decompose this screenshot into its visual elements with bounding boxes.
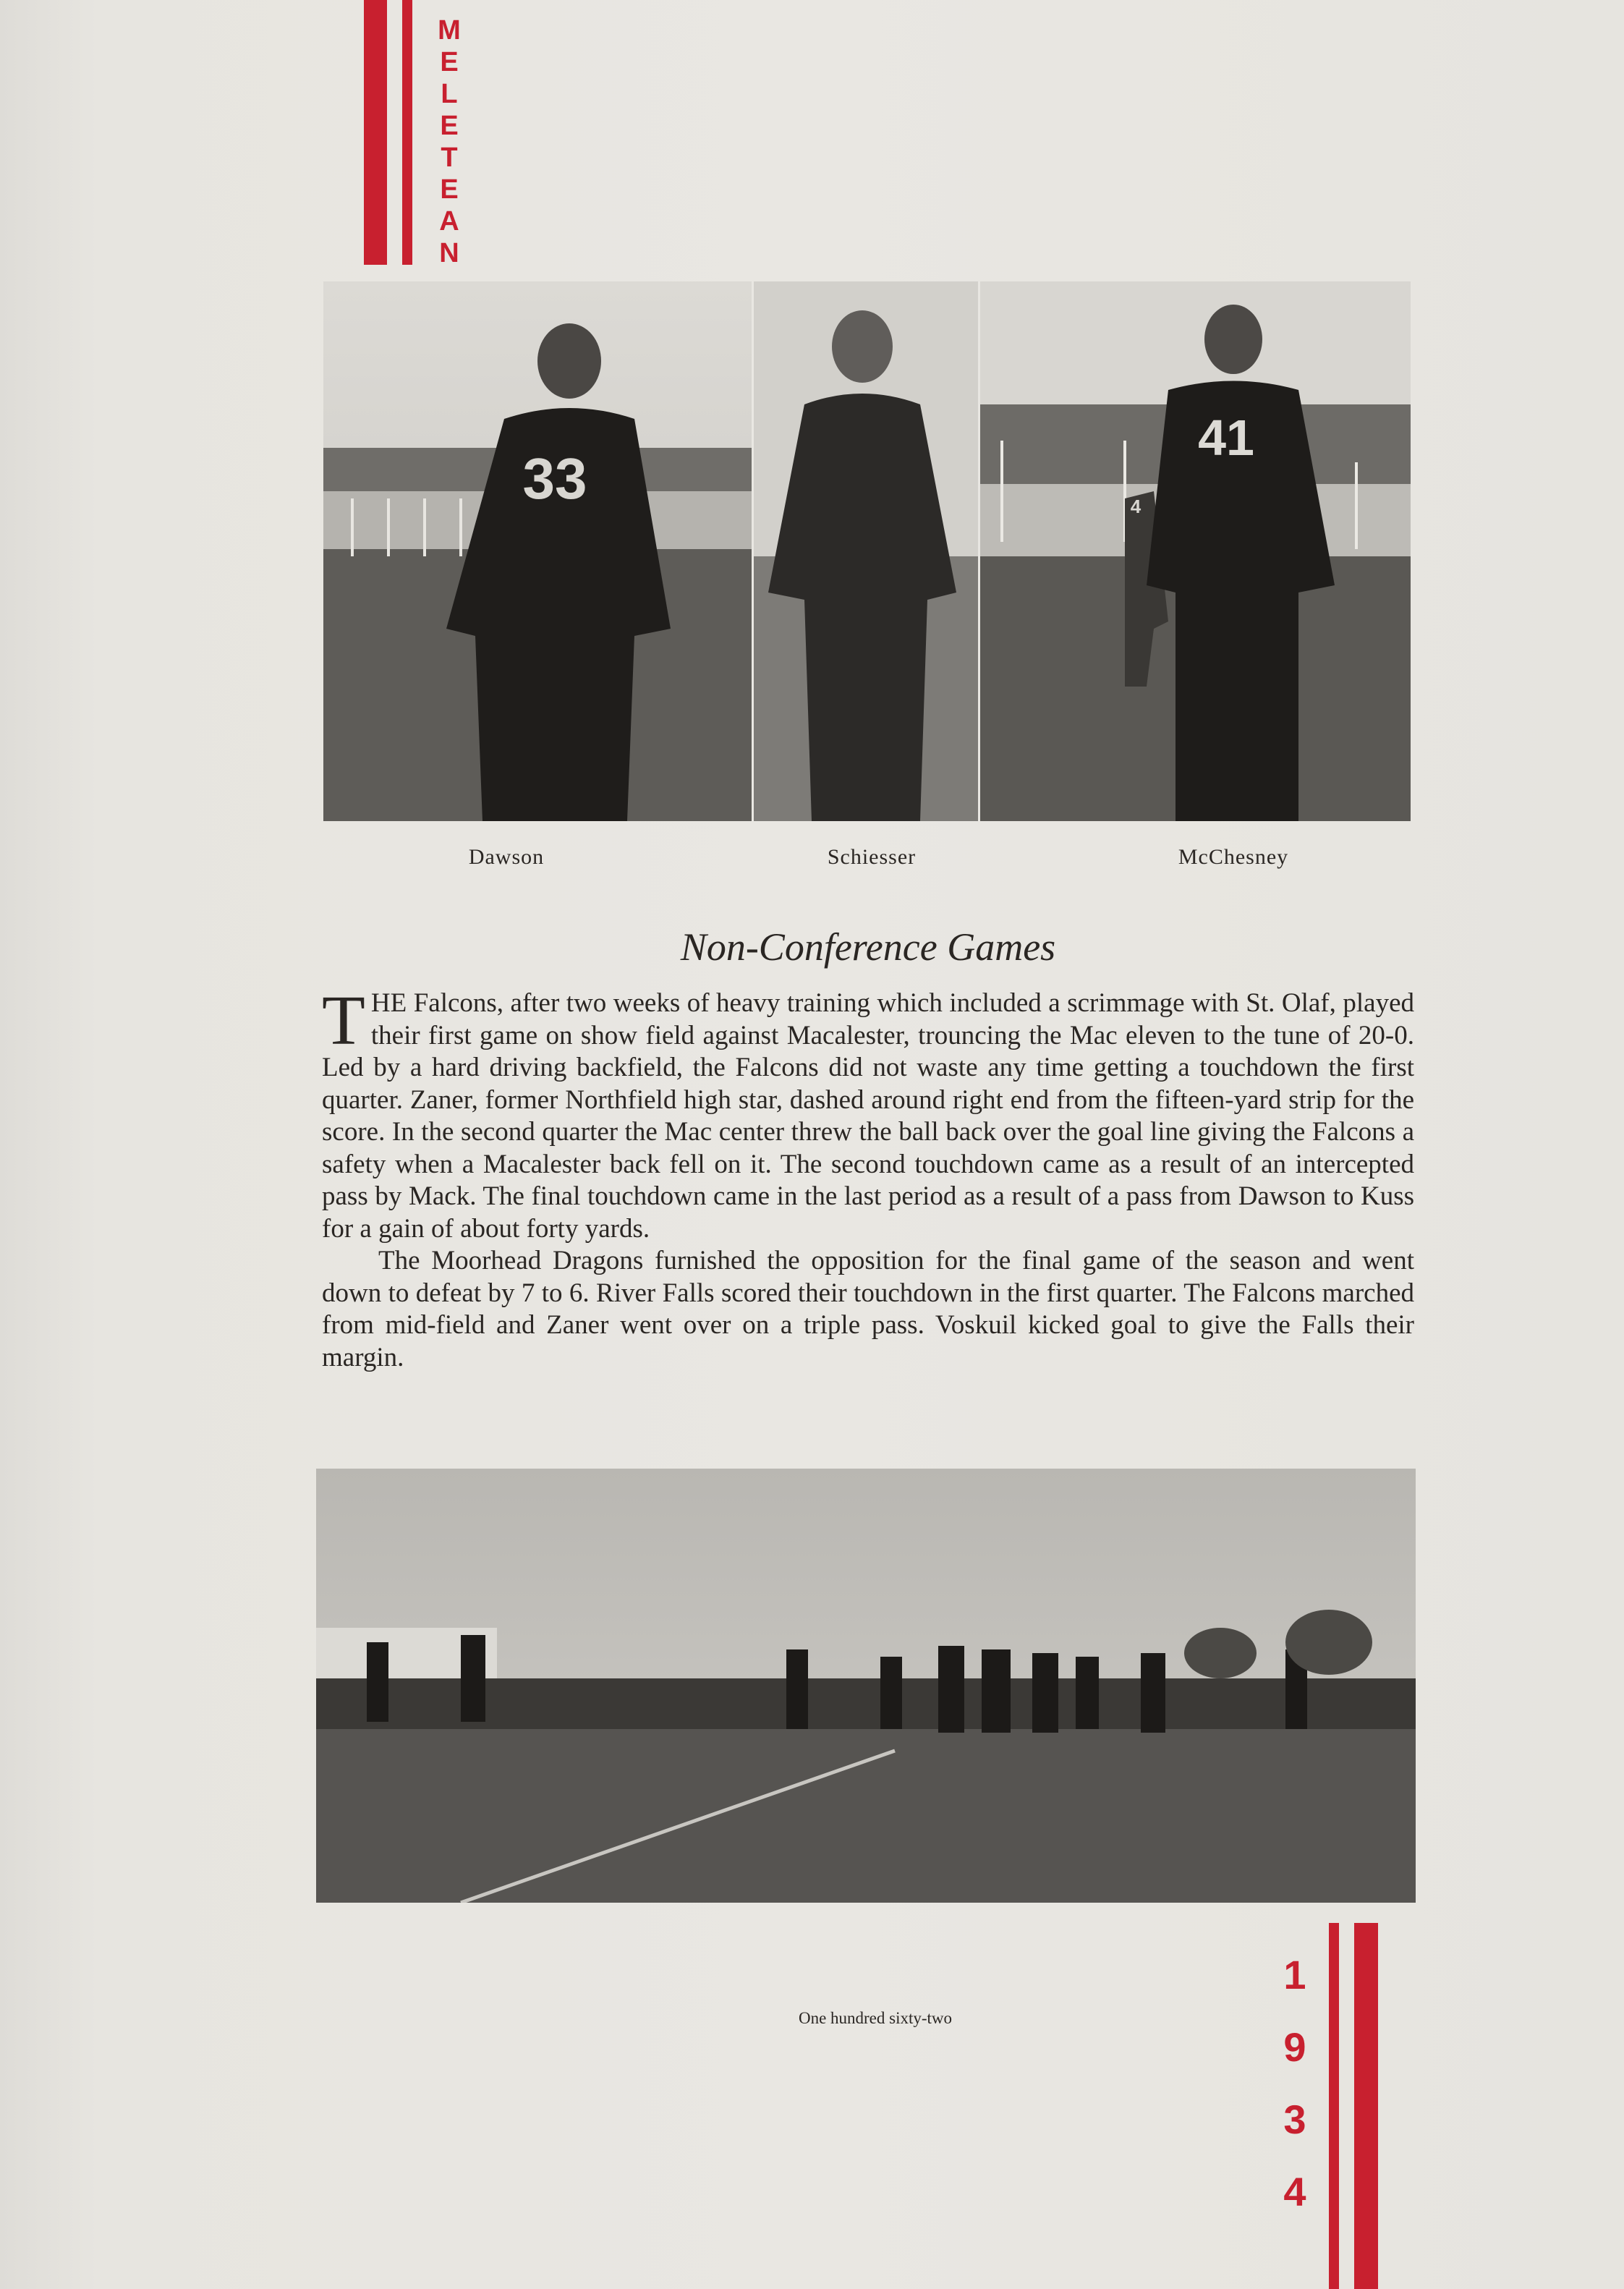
- photo-caption: McChesney: [1178, 845, 1289, 869]
- bottom-right-red-bar-thick: [1354, 1923, 1378, 2289]
- year-digit: 3: [1283, 2097, 1306, 2142]
- year-digit: 9: [1283, 2024, 1306, 2070]
- brand-letter: E: [440, 47, 459, 77]
- photo-game-action: [316, 1469, 1416, 1903]
- brand-letter: L: [441, 79, 458, 109]
- jersey-number-41: 41: [1198, 409, 1254, 466]
- brand-letter: A: [439, 206, 459, 237]
- top-left-red-bar-thick: [364, 0, 387, 265]
- article-body: [322, 982, 1414, 1374]
- year-digit: 4: [1283, 2169, 1306, 2214]
- photo-dawson: [323, 281, 752, 821]
- top-left-red-bar-thin: [402, 0, 412, 265]
- paragraph-text: HE Falcons, after two weeks of heavy training which included a scrimmage with St. Olaf, played their first game on show field against Macalester, trouncing the Mac eleven to the tune of 20-0. Led by a hard driving backfield, the Falcons did not waste any time getting a touchdown the first quarter. Zaner, former Northfield high star, dashed around right end from the fifteen-yard strip for the score. In the second quarter the Mac center threw the ball back over the goal line giving the Falcons a safety when a Macalester back fell on it. The second touchdown came as a result of an intercepted pass by Mack. The final touchdown came in the last period as a result of a pass from Dawson to Kuss for a gain of about forty yards.: [322, 988, 1414, 1244]
- brand-letter: E: [440, 111, 459, 141]
- brand-letter: M: [438, 15, 461, 46]
- photo-mcchesney: [980, 281, 1411, 821]
- article-title: Non-Conference Games: [680, 925, 1056, 969]
- year-digit: 1: [1283, 1952, 1306, 1997]
- photo-schiesser: [754, 281, 978, 821]
- article-paragraph: [322, 982, 1414, 1245]
- article-paragraph: The Moorhead Dragons furnished the opposition for the final game of the season and went down to defeat by 7 to 6. River Falls scored their touchdown in the first quarter. The Falcons marched from mid-field and Zaner went over on a triple pass. Voskuil kicked goal to give the Falls their margin.: [322, 1246, 1414, 1372]
- jersey-number-33: 33: [522, 446, 587, 511]
- brand-letter: E: [440, 174, 459, 205]
- brand-letter: N: [439, 238, 459, 268]
- year-vertical: [1270, 1939, 1320, 2228]
- bottom-right-red-bar-thin: [1329, 1923, 1339, 2289]
- photo-caption: Schiesser: [827, 845, 917, 869]
- photo-caption: Dawson: [468, 845, 545, 869]
- jersey-number-4: 4: [1130, 496, 1142, 517]
- brand-letter: T: [441, 143, 458, 173]
- yearbook-brand-vertical: [431, 14, 467, 269]
- drop-cap: T: [322, 982, 365, 1060]
- page-number: One hundred sixty-two: [798, 2009, 953, 2027]
